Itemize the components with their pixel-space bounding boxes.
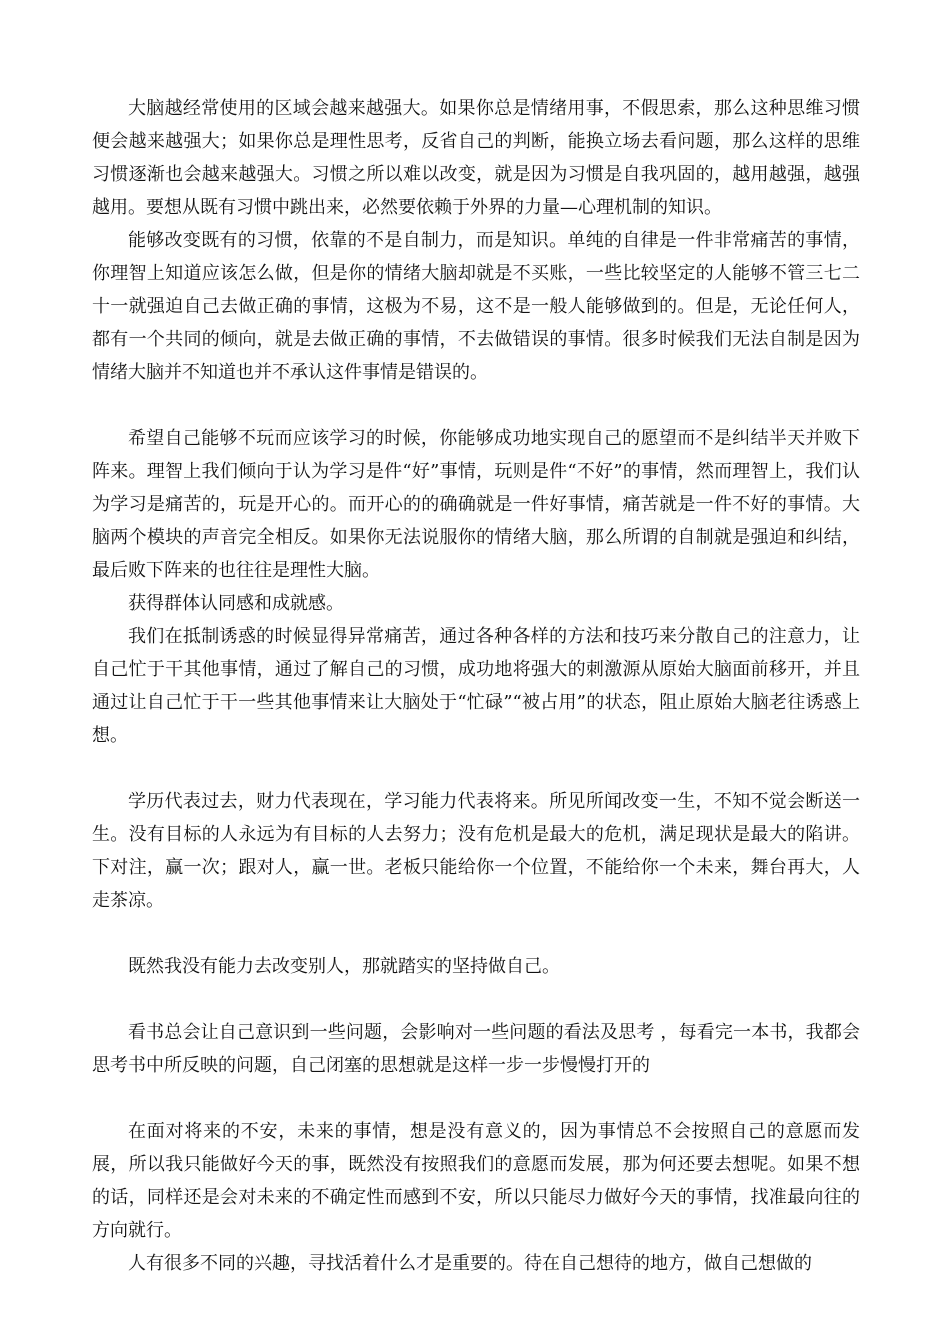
document-body bbox=[92, 92, 860, 1280]
paragraph-brain-habits: 大脑越经常使用的区域会越来越强大。如果你总是情绪用事，不假思索，那么这种思维习惯便会越来越强大；如果你总是理性思考，反省自己的判断，能换立场去看问题，那么这样的思维习惯逐渐也会越来越强大。习惯之所以难以改变，就是因为习惯是自我巩固的，越用越强，越强越用。要想从既有习惯中跳出来，必然要依赖于外界的力量—心理机制的知识。 bbox=[92, 98, 860, 218]
paragraph-interests: 人有很多不同的兴趣，寻找活着什么才是重要的。待在自己想待的地方，做自己想做的 bbox=[128, 1253, 812, 1274]
paragraph-group-recognition: 获得群体认同感和成就感。 bbox=[128, 593, 344, 614]
paragraph-change-habits: 能够改变既有的习惯，依靠的不是自制力，而是知识。单纯的自律是一件非常痛苦的事情，你理智上知道应该怎么做，但是你的情绪大脑却就是不买账，一些比较坚定的人能够不管三七二十一就强迫自己去做正确的事情，这极为不易，这不是一般人能够做到的。但是，无论任何人，都有一个共同的倾向，就是去做正确的事情，不去做错误的事情。很多时候我们无法自制是因为情绪大脑并不知道也并不承认这件事情是错误的。 bbox=[92, 230, 860, 383]
paragraph-study-vs-play: 希望自己能够不玩而应该学习的时候，你能够成功地实现自己的愿望而不是纠结半天并败下阵来。理智上我们倾向于认为学习是件“好”事情，玩则是件“不好”的事情，然而理智上，我们认为学习是痛苦的，玩是开心的。而开心的的确确就是一件好事情，痛苦就是一件不好的事情。大脑两个模块的声音完全相反。如果你无法说服你的情绪大脑，那么所谓的自制就是强迫和纠结，最后败下阵来的也往往是理性大脑。 bbox=[92, 428, 860, 581]
paragraph-spacer bbox=[92, 917, 860, 950]
paragraph-spacer bbox=[92, 752, 860, 785]
paragraph-be-yourself: 既然我没有能力去改变别人，那就踏实的坚持做自己。 bbox=[128, 956, 560, 977]
paragraph-spacer bbox=[92, 389, 860, 422]
paragraph-spacer bbox=[92, 983, 860, 1016]
paragraph-learning-ability: 学历代表过去，财力代表现在，学习能力代表将来。所见所闻改变一生，不知不觉会断送一生。没有目标的人永远为有目标的人去努力；没有危机是最大的危机，满足现状是最大的陷讲。下对注，赢一次；跟对人，赢一世。老板只能给你一个位置，不能给你一个未来，舞台再大，人走茶凉。 bbox=[92, 791, 860, 911]
paragraph-reading-books: 看书总会让自己意识到一些问题，会影响对一些问题的看法及思考 ，每看完一本书，我都会思考书中所反映的问题，自己闭塞的思想就是这样一步一步慢慢打开的 bbox=[92, 1022, 860, 1076]
paragraph-future-uncertainty: 在面对将来的不安，未来的事情，想是没有意义的，因为事情总不会按照自己的意愿而发展，所以我只能做好今天的事，既然没有按照我们的意愿而发展，那为何还要去想呢。如果不想的话，同样还是会对未来的不确定性而感到不安，所以只能尽力做好今天的事情，找准最向往的方向就行。 bbox=[92, 1121, 860, 1241]
paragraph-spacer bbox=[92, 1082, 860, 1115]
paragraph-resist-temptation: 我们在抵制诱惑的时候显得异常痛苦，通过各种各样的方法和技巧来分散自己的注意力，让自己忙于干其他事情，通过了解自己的习惯，成功地将强大的刺激源从原始大脑面前移开，并且通过让自己忙于干一些其他事情来让大脑处于“忙碌”“被占用”的状态，阻止原始大脑老往诱惑上想。 bbox=[92, 626, 860, 746]
